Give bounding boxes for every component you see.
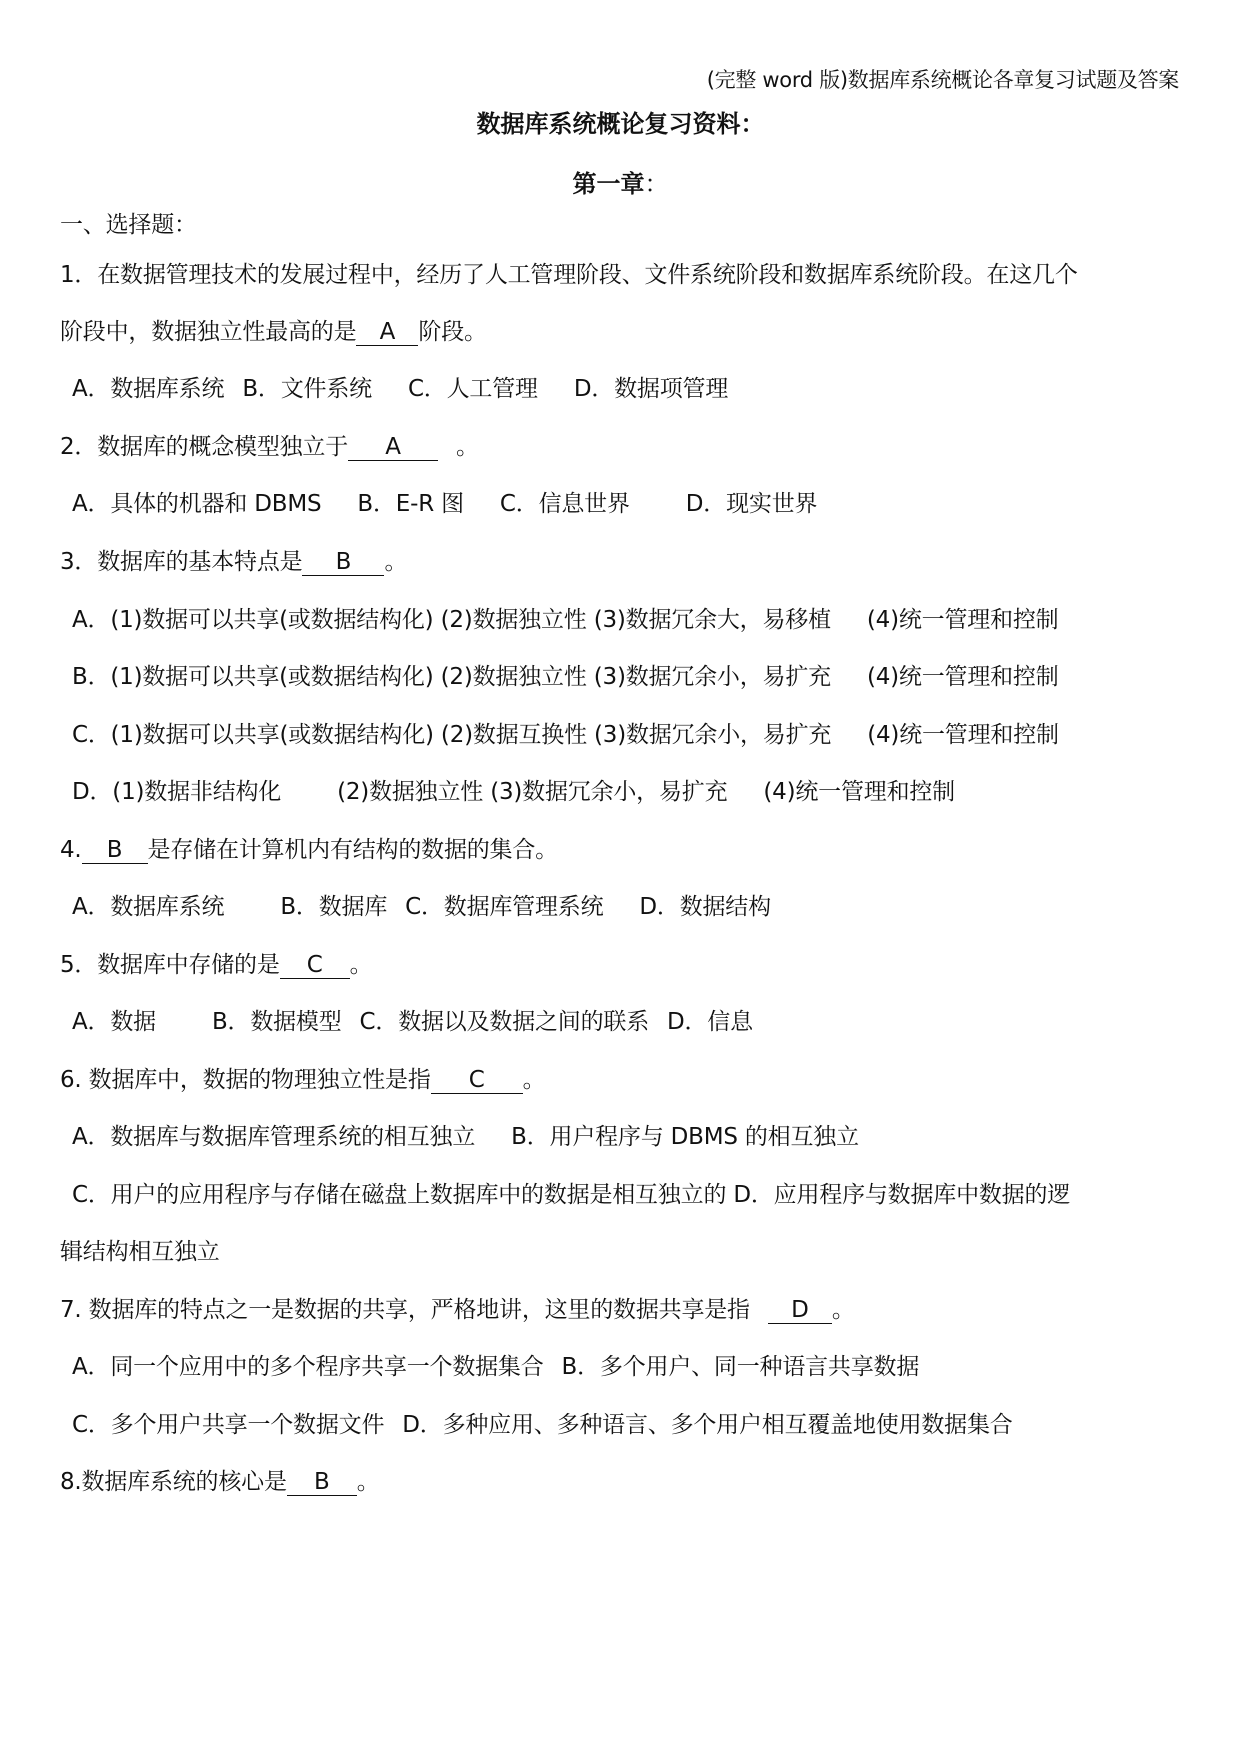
q2-stem-end: 。	[456, 434, 479, 460]
q1-text-line1: 1．在数据管理技术的发展过程中，经历了人工管理阶段、文件系统阶段和数据库系统阶段。在这几个	[60, 262, 1078, 288]
q3-option-a-3: (3)数据冗余大，易移植	[593, 607, 831, 633]
q3-option-d-2: (2)数据独立性	[337, 779, 484, 805]
q1-answer-blank: A	[356, 320, 418, 346]
q7-options-cd	[72, 1406, 1013, 1439]
q7-option-c: C．多个用户共享一个数据文件	[72, 1412, 385, 1438]
q6-option-b: B．用户程序与 DBMS 的相互独立	[511, 1124, 859, 1150]
q6-stem-end: 。	[522, 1067, 546, 1093]
q4-option-d: D．数据结构	[639, 894, 771, 920]
q3-option-c-3: (3)数据冗余小，易扩充	[594, 722, 832, 748]
q8-stem: 8.数据库系统的核心是	[60, 1469, 287, 1495]
q3-option-c-4: (4)统一管理和控制	[867, 722, 1059, 748]
q7-stem-end: 。	[831, 1297, 855, 1323]
q3-option-b-3: (3)数据冗余小，易扩充	[593, 664, 831, 690]
q5-option-a: A．数据	[72, 1009, 156, 1035]
q1-options	[72, 370, 728, 403]
q4-option-b: B．数据库	[280, 894, 388, 920]
q6-text	[60, 1061, 545, 1094]
q5-answer-blank: C	[280, 953, 350, 979]
q3-option-d	[72, 773, 955, 806]
q4-options	[72, 888, 771, 921]
q7-text	[60, 1291, 855, 1324]
q3-option-d-1: D．(1)数据非结构化	[72, 779, 282, 805]
q6-options-cd: C．用户的应用程序与存储在磁盘上数据库中的数据是相互独立的 D．应用程序与数据库中数据的逻	[72, 1182, 1071, 1208]
q1-option-c: C．人工管理	[407, 376, 538, 402]
chapter-label: 第一章	[572, 170, 645, 198]
q2-stem: 2．数据库的概念模型独立于	[60, 434, 349, 460]
q1-option-b: B．文件系统	[242, 376, 372, 402]
q3-option-b-4: (4)统一管理和控制	[866, 664, 1059, 690]
q1-option-d: D．数据项管理	[573, 376, 729, 402]
q8-answer-blank: B	[287, 1470, 357, 1496]
q6-options-cd-cont: 辑结构相互独立	[60, 1239, 220, 1265]
q3-answer-blank: B	[302, 550, 384, 576]
q5-stem-end: 。	[349, 952, 373, 978]
q4-option-c: C．数据库管理系统	[405, 894, 604, 920]
document-title: 数据库系统概论复习资料：	[476, 110, 765, 138]
q3-option-b-2: (2)数据独立性	[440, 664, 587, 690]
q7-options-ab	[72, 1348, 919, 1381]
q2-option-a: A．具体的机器和 DBMS	[72, 491, 322, 517]
q3-option-b-1: B．(1)数据可以共享(或数据结构化)	[72, 664, 434, 690]
q3-option-c	[72, 716, 1059, 749]
q3-option-a-4: (4)统一管理和控制	[866, 607, 1059, 633]
section-heading: 一、选择题：	[60, 212, 197, 238]
q8-stem-end: 。	[356, 1469, 380, 1495]
q2-answer-blank: A	[348, 435, 438, 461]
q2-text	[60, 428, 479, 461]
q7-option-a: A．同一个应用中的多个程序共享一个数据集合	[72, 1354, 544, 1380]
q4-number: 4.	[60, 837, 82, 863]
q6-options-ab	[72, 1118, 859, 1151]
q3-stem: 3．数据库的基本特点是	[60, 549, 303, 575]
q7-option-b: B．多个用户、同一种语言共享数据	[561, 1354, 920, 1380]
q5-option-d: D．信息	[667, 1009, 753, 1035]
q4-stem: 是存储在计算机内有结构的数据的集合。	[147, 837, 558, 863]
q2-option-d: D．现实世界	[685, 491, 818, 517]
q5-stem: 5．数据库中存储的是	[60, 952, 280, 978]
q3-option-a	[72, 601, 1058, 634]
q4-option-a: A．数据库系统	[72, 894, 225, 920]
q6-stem: 6. 数据库中，数据的物理独立性是指	[60, 1067, 431, 1093]
q8-text	[60, 1463, 380, 1496]
q3-text	[60, 543, 407, 576]
q5-option-c: C．数据以及数据之间的联系	[359, 1009, 649, 1035]
q3-stem-end: 。	[384, 549, 408, 575]
q6-answer-blank: C	[431, 1068, 523, 1094]
q5-options	[72, 1003, 753, 1036]
q2-options	[72, 485, 817, 518]
q6-option-a: A．数据库与数据库管理系统的相互独立	[72, 1124, 476, 1150]
chapter-colon: ：	[644, 170, 669, 198]
q5-option-b: B．数据模型	[211, 1009, 342, 1035]
q1-stem-end: 阶段。	[418, 319, 487, 345]
q7-option-d: D．多种应用、多种语言、多个用户相互覆盖地使用数据集合	[402, 1412, 1013, 1438]
q2-option-c: C．信息世界	[499, 491, 630, 517]
page-header: (完整 word 版)数据库系统概论各章复习试题及答案	[706, 68, 1179, 92]
q3-option-d-4: (4)统一管理和控制	[763, 779, 955, 805]
q1-option-a: A．数据库系统	[72, 376, 225, 402]
q4-answer-blank: B	[82, 838, 148, 864]
q1-stem: 阶段中，数据独立性最高的是	[60, 319, 357, 345]
q3-option-c-2: (2)数据互换性	[440, 722, 587, 748]
q3-option-d-3: (3)数据冗余小，易扩充	[490, 779, 728, 805]
q1-text-line2	[60, 313, 487, 346]
q3-option-a-2: (2)数据独立性	[440, 607, 587, 633]
q5-text	[60, 946, 372, 979]
q4-text	[60, 831, 558, 864]
q3-option-b	[72, 658, 1059, 691]
q3-option-c-1: C．(1)数据可以共享(或数据结构化)	[72, 722, 434, 748]
q2-option-b: B．E-R 图	[357, 491, 464, 517]
q7-stem: 7. 数据库的特点之一是数据的共享，严格地讲，这里的数据共享是指	[60, 1297, 750, 1323]
q7-answer-blank: D	[768, 1298, 832, 1324]
q3-option-a-1: A．(1)数据可以共享(或数据结构化)	[72, 607, 434, 633]
chapter-heading	[0, 164, 1241, 199]
